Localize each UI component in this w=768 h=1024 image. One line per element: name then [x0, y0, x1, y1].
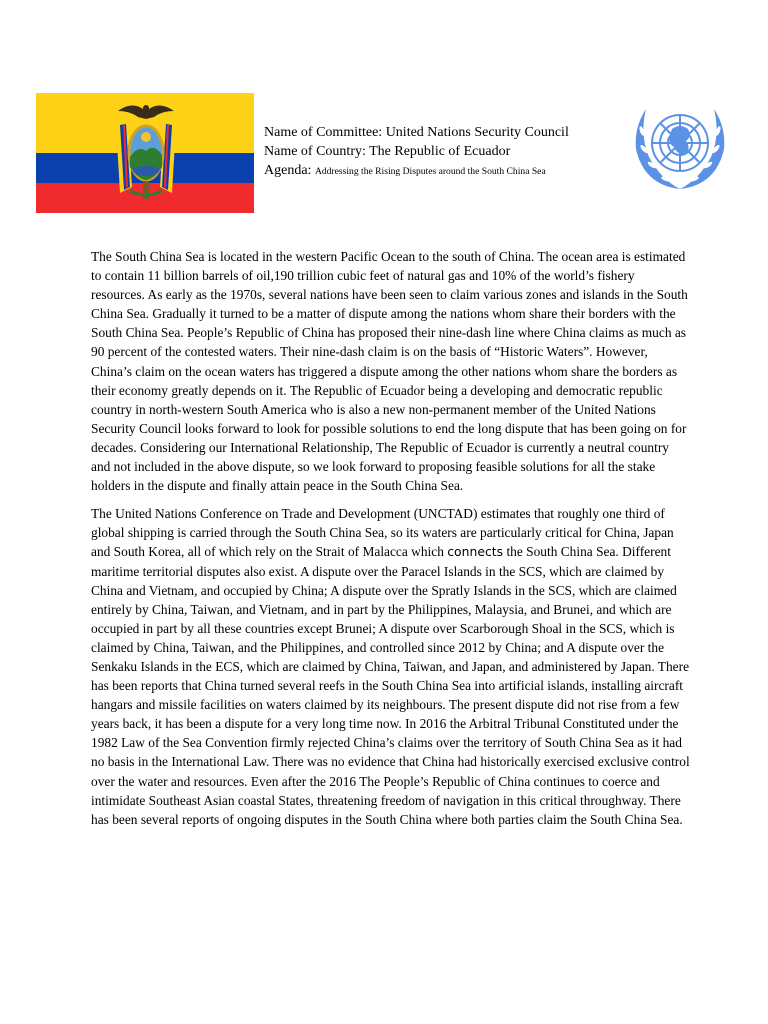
agenda-label: Agenda: [264, 163, 312, 178]
header-block [264, 123, 614, 181]
agenda-line [264, 161, 614, 181]
committee-line: Name of Committee: United Nations Security Council [264, 125, 569, 140]
paragraph-2-sans-word: connects [447, 544, 504, 560]
paragraph-1: The South China Sea is located in the western Pacific Ocean to the south of China. The ocean area is estimated to contain 11 billion barrels of oil,190 trillion cubic feet of natural gas and 10% of the world’s fishery resources. As early as the 1970s, several nations have been seen to claim various zones and islands in the South China Sea. Gradually it turned to be a matter of dispute among the nations whom share their borders with the South China Sea. People’s Republic of China has proposed their nine-dash line where China claims as much as 90 percent of the contested waters. Their nine-dash claim is on the basis of “Historic Waters”. However, China’s claim on the ocean waters has triggered a dispute among the other nations whom share the borders as their economy greatly depends on it. The Republic of Ecuador being a developing and democratic republic country in north-western South America who is also a new non-permanent member of the United Nations Security Council looks forward to look for possible solutions to end the long dispute that has been going on for decades. Considering our International Relationship, The Republic of Ecuador is currently a neutral country and not included in the above dispute, so we look forward to proposing feasible solutions for all the stake holders in the dispute and finally attain peace in the South China Sea. [91, 249, 688, 494]
united-nations-emblem-icon [626, 93, 734, 199]
body-text [91, 247, 691, 838]
paragraph-2 [91, 504, 691, 829]
paragraph-2-part-2: the South China Sea. Different maritime territorial disputes also exist. A dispute over the Paracel Islands in the SCS, which are claimed by China and Vietnam, and occupied by China; A dispute over the Spratly Islands in the SCS, which are claimed entirely by China, Taiwan, and Vietnam, and in part by the Philippines, Malaysia, and Brunei, and which are occupied in part by all these countries except Brunei; A dispute over Scarborough Shoal in the SCS, which is claimed by China, Taiwan, and the Philippines, and controlled since 2012 by China; and A dispute over the Senkaku Islands in the ECS, which are claimed by China, Taiwan, and Japan, and administered by Japan. There has been reports that China turned several reefs in the South China Sea into artificial islands, installing aircraft hangars and missile facilities on waters claimed by its neighbours. The present dispute did not rise from a few years back, it has been a dispute for a very long time now. In 2016 the Arbitral Tribunal Constituted under the 1982 Law of the Sea Convention firmly rejected China’s claims over the territory of South China Sea as it had no basis in the International Law. There was no evidence that China had historically exercised exclusive control over the water and resources. Even after the 2016 The People’s Republic of China continues to coerce and intimidate Southeast Asian coastal States, threatening freedom of navigation in this critical throughway. There has been several reports of ongoing disputes in the South China where both parties claim the South China Sea. [91, 544, 690, 827]
country-line: Name of Country: The Republic of Ecuador [264, 144, 511, 159]
agenda-text: Addressing the Rising Disputes around the South China Sea [314, 166, 546, 177]
paragraph-2-part-1: The United Nations Conference on Trade and Development (UNCTAD) estimates that roughly one third of global shipping is carried through the South China Sea, so its waters are particularly critical for China, Japan and South Korea, all of which rely on the Strait of Malacca which [91, 506, 674, 560]
coat-of-arms-icon [108, 95, 184, 207]
ecuador-flag-image [36, 93, 254, 213]
